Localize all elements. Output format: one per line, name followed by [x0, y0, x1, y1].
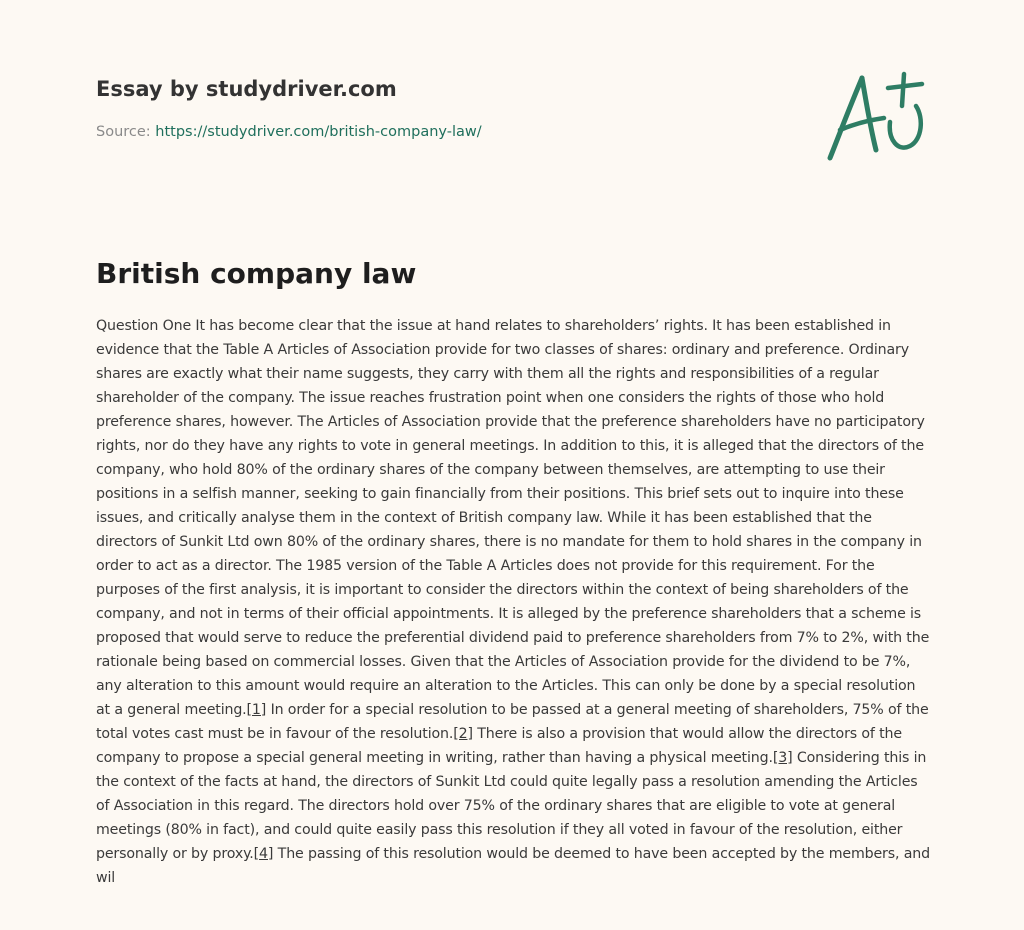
- site-title: Essay by studydriver.com: [96, 77, 397, 101]
- body-text-part: Considering this in the context of the facts at hand, the directors of Sunkit Ltd could quite legally pass a resolution amending the Articles of Association in this regard. The directors hold over 75% of the ordinary shares that are eligible to vote at general meetings (80% in fact), and could quite easily pass this resolution if they all voted in favour of the resolution, either personally or by proxy.: [96, 750, 927, 862]
- source-label: Source:: [96, 124, 151, 140]
- article-title: British company law: [96, 257, 417, 290]
- a-plus-logo-icon: [818, 66, 930, 166]
- footnote-link[interactable]: [4]: [253, 846, 274, 862]
- essay-header: [96, 74, 796, 142]
- body-text-part: Question One It has become clear that the issue at hand relates to shareholders’ rights. It has been established in evidence that the Table A Articles of Association provide for two classes of shares: ordinary and preference. Ordinary shares are exactly what their name suggests, they carry with them all the rights and responsibilities of a regular shareholder of the company. The issue reaches frustration point when one considers the rights of those who hold preference shares, however. The Articles of Association provide that the preference shareholders have no participatory rights, nor do they have any rights to vote in general meetings. In addition to this, it is alleged that the directors of the company, who hold 80% of the ordinary shares of the company between themselves, are attempting to use their positions in a selfish manner, seeking to gain financially from their positions. This brief sets out to inquire into these issues, and critically analyse them in the context of British company law. While it has been established that the directors of Sunkit Ltd own 80% of the ordinary shares, there is no mandate for them to hold shares in the company in order to act as a director. The 1985 version of the Table A Articles does not provide for this requirement. For the purposes of the first analysis, it is important to consider the directors within the context of being shareholders of the company, and not in terms of their official appointments. It is alleged by the preference shareholders that a scheme is proposed that would serve to reduce the preferential dividend paid to preference shareholders from 7% to 2%, with the rationale being based on commercial losses. Given that the Articles of Association provide for the dividend to be 7%, any alteration to this amount would require an alteration to the Articles. This can only be done by a special resolution at a general meeting.: [96, 318, 930, 718]
- source-line: [96, 122, 796, 142]
- footnote-link[interactable]: [3]: [772, 750, 793, 766]
- article-body: [96, 314, 932, 890]
- body-text-part: In order for a special resolution to be passed at a general meeting of shareholders, 75% of the total votes cast must be in favour of the resolution.: [96, 702, 929, 742]
- source-link[interactable]: https://studydriver.com/british-company-law/: [155, 124, 482, 140]
- body-text-part: There is also a provision that would allow the directors of the company to propose a special general meeting in writing, rather than having a physical meeting.: [96, 726, 902, 766]
- footnote-link[interactable]: [1]: [246, 702, 267, 718]
- footnote-link[interactable]: [2]: [453, 726, 473, 742]
- body-text-part: The passing of this resolution would be deemed to have been accepted by the members, and wil: [96, 846, 930, 886]
